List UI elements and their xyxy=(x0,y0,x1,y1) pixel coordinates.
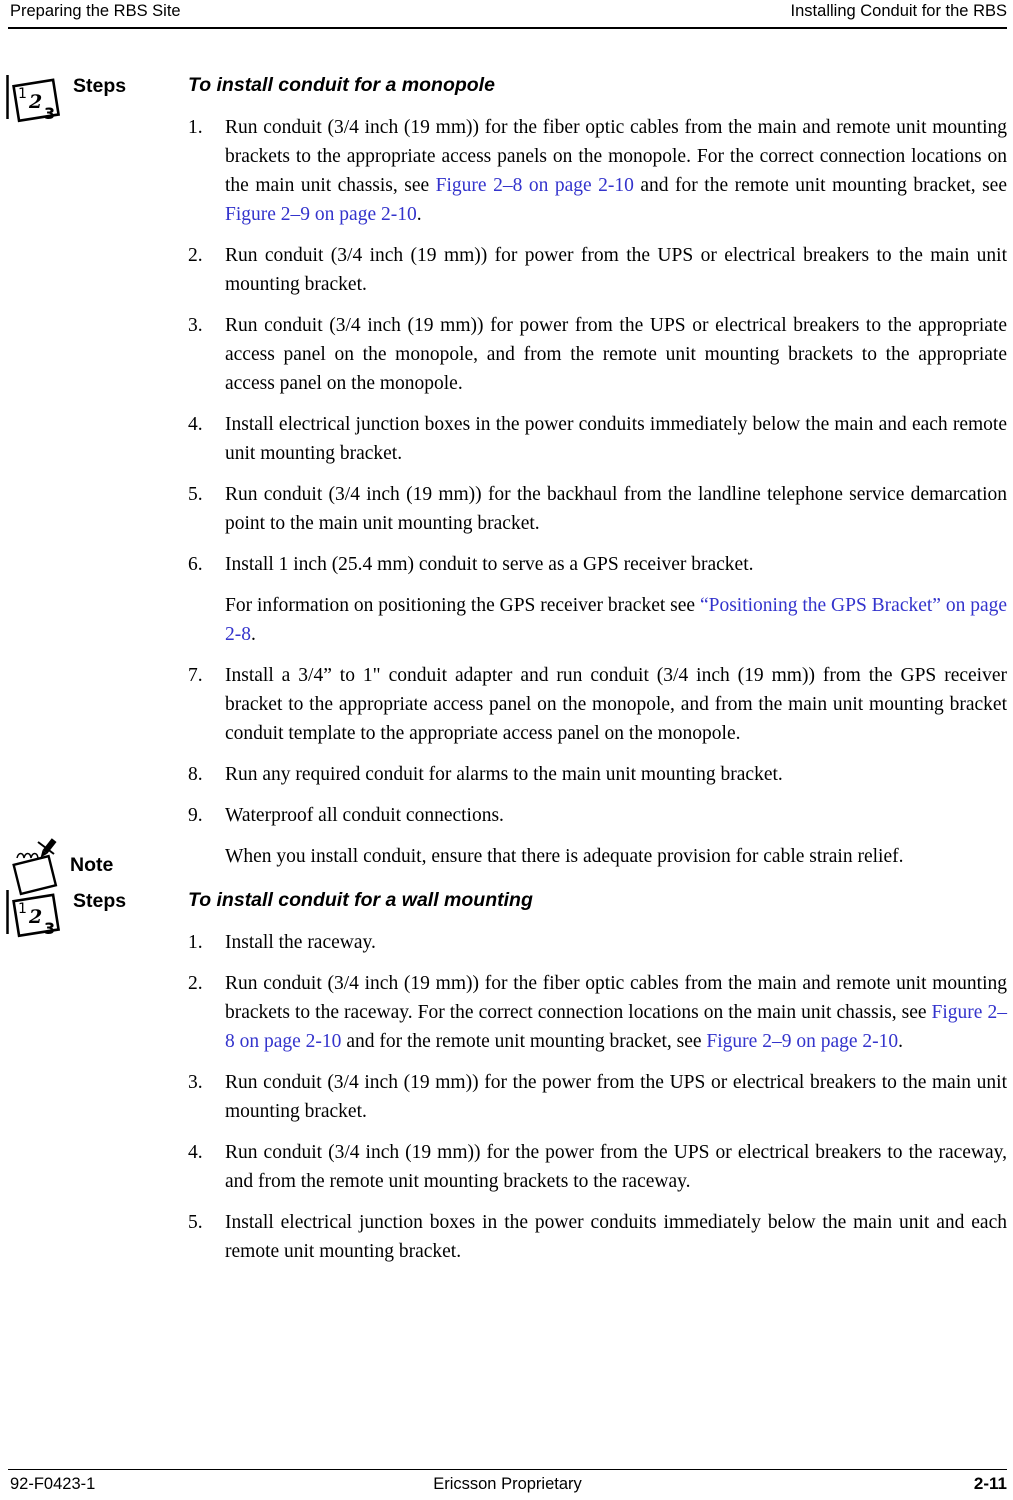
cross-reference-link[interactable]: Figure 2–9 on page 2-10 xyxy=(706,1031,899,1052)
text-run: and for the remote unit mounting bracket, see xyxy=(633,175,1007,196)
step-number: 8. xyxy=(188,764,203,785)
text-run: Install a 3/4” to 1" conduit adapter and run conduit (3/4 inch (19 mm)) from the GPS receiver bracket to the appropriate access panel on the monopole, and from the main unit mounting bracket conduit template to the appropriate access panel on the monopole. xyxy=(225,665,1007,744)
steps-123-icon xyxy=(5,74,63,129)
note-label: Note xyxy=(70,854,114,876)
step-number: 2. xyxy=(188,245,203,266)
header-right-title: Installing Conduit for the RBS xyxy=(790,2,1007,20)
svg-text:2: 2 xyxy=(29,91,43,113)
text-run: For information on positioning the GPS receiver bracket see xyxy=(225,595,700,616)
step-text xyxy=(225,760,1007,789)
step-item xyxy=(188,1138,1007,1196)
text-run: Run any required conduit for alarms to the main unit mounting bracket. xyxy=(225,764,783,785)
text-run: Run conduit (3/4 inch (19 mm)) for the power from the UPS or electrical breakers to the raceway, and from the remote unit mounting brackets to the raceway. xyxy=(225,1142,1007,1192)
steps-label: Steps xyxy=(73,890,127,912)
step-text xyxy=(225,113,1007,229)
svg-text:3: 3 xyxy=(44,919,56,938)
step-item xyxy=(188,969,1007,1056)
step-item xyxy=(188,311,1007,398)
svg-text:1: 1 xyxy=(18,901,27,917)
text-run: Install 1 inch (25.4 mm) conduit to serve as a GPS receiver bracket. xyxy=(225,554,754,575)
step-item xyxy=(188,661,1007,748)
step-text xyxy=(225,801,1007,830)
page-header xyxy=(8,0,1007,29)
step-item xyxy=(188,480,1007,538)
step-number: 2. xyxy=(188,973,203,994)
step-item xyxy=(188,801,1007,830)
step-number: 4. xyxy=(188,414,203,435)
cross-reference-link[interactable]: Figure 2–8 on page 2-10 xyxy=(435,175,634,196)
step-number: 3. xyxy=(188,315,203,336)
step-text xyxy=(225,241,1007,299)
text-run: Run conduit (3/4 inch (19 mm)) for power from the UPS or electrical breakers to the main unit mounting bracket. xyxy=(225,245,1007,295)
steps-label: Steps xyxy=(73,75,127,97)
step-subparagraph xyxy=(225,591,1007,649)
text-run: Run conduit (3/4 inch (19 mm)) for the power from the UPS or electrical breakers to the main unit mounting bracket. xyxy=(225,1072,1007,1122)
page-footer xyxy=(8,1469,1007,1494)
step-item xyxy=(188,550,1007,649)
step-item xyxy=(188,1208,1007,1266)
text-run: Run conduit (3/4 inch (19 mm)) for the backhaul from the landline telephone service demarcation point to the main unit mounting bracket. xyxy=(225,484,1007,534)
step-item xyxy=(188,410,1007,468)
step-number: 7. xyxy=(188,665,203,686)
steps-123-icon xyxy=(5,889,63,944)
step-text xyxy=(225,661,1007,748)
cross-reference-link[interactable]: Figure 2–8 on page 2-10 xyxy=(225,1002,1007,1052)
cross-reference-link[interactable]: “Positioning the GPS Bracket” on page 2-8 xyxy=(225,595,1008,645)
note-block xyxy=(0,842,1007,876)
steps-section xyxy=(0,72,1007,830)
procedure-heading: To install conduit for a wall mounting xyxy=(188,889,533,911)
note-text xyxy=(225,842,1007,871)
text-run: Run conduit (3/4 inch (19 mm)) for the fiber optic cables from the main and remote unit mounting brackets to the raceway. For the correct connection locations on the main unit chassis, see xyxy=(225,973,1007,1023)
text-run: Run conduit (3/4 inch (19 mm)) for power from the UPS or electrical breakers to the appropriate access panel on the monopole, and from the remote unit mounting brackets to the appropriate access panel on the monopole. xyxy=(225,315,1007,394)
text-run: Run conduit (3/4 inch (19 mm)) for the fiber optic cables from the main and remote unit mounting brackets to the appropriate access panels on the monopole. For the correct connection locations on the main unit chassis, see xyxy=(225,117,1007,196)
step-number: 1. xyxy=(188,117,203,138)
step-text xyxy=(225,311,1007,398)
step-number: 9. xyxy=(188,805,203,826)
text-run: Install electrical junction boxes in the power conduits immediately below the main and each remote unit mounting bracket. xyxy=(225,414,1007,464)
step-number: 5. xyxy=(188,1212,203,1233)
step-item xyxy=(188,928,1007,957)
page-number: 2-11 xyxy=(973,1474,1007,1493)
margin-marker xyxy=(5,74,126,129)
document-body xyxy=(0,72,1007,1278)
text-run: When you install conduit, ensure that there is adequate provision for cable strain relief. xyxy=(225,846,904,867)
text-run: Install the raceway. xyxy=(225,932,376,953)
text-run: . xyxy=(898,1031,903,1052)
step-item xyxy=(188,760,1007,789)
step-text xyxy=(225,480,1007,538)
margin-marker xyxy=(5,889,126,944)
step-text xyxy=(225,1068,1007,1126)
text-run: . xyxy=(416,204,422,225)
step-text xyxy=(225,1208,1007,1266)
step-number: 6. xyxy=(188,554,203,575)
procedure-heading: To install conduit for a monopole xyxy=(188,74,495,96)
text-run: . xyxy=(251,624,256,645)
step-item xyxy=(188,113,1007,229)
svg-text:1: 1 xyxy=(18,86,27,102)
document-number: 92-F0423-1 xyxy=(10,1475,96,1493)
text-run: and for the remote unit mounting bracket, see xyxy=(341,1031,707,1052)
proprietary-notice: Ericsson Proprietary xyxy=(433,1475,582,1493)
header-left-title: Preparing the RBS Site xyxy=(10,2,181,20)
text-run: Install electrical junction boxes in the power conduits immediately below the main unit and each remote unit mounting bracket. xyxy=(225,1212,1007,1262)
step-text xyxy=(225,1138,1007,1196)
step-item xyxy=(188,241,1007,299)
steps-section xyxy=(0,887,1007,1266)
step-number: 3. xyxy=(188,1072,203,1093)
text-run: Waterproof all conduit connections. xyxy=(225,805,504,826)
step-text xyxy=(225,969,1007,1056)
step-text xyxy=(225,550,1007,649)
svg-text:3: 3 xyxy=(44,104,56,123)
svg-text:2: 2 xyxy=(29,906,43,928)
step-item xyxy=(188,1068,1007,1126)
step-text xyxy=(225,928,1007,957)
step-text xyxy=(225,410,1007,468)
step-number: 1. xyxy=(188,932,203,953)
cross-reference-link[interactable]: Figure 2–9 on page 2-10 xyxy=(225,204,417,225)
step-number: 4. xyxy=(188,1142,203,1163)
step-number: 5. xyxy=(188,484,203,505)
